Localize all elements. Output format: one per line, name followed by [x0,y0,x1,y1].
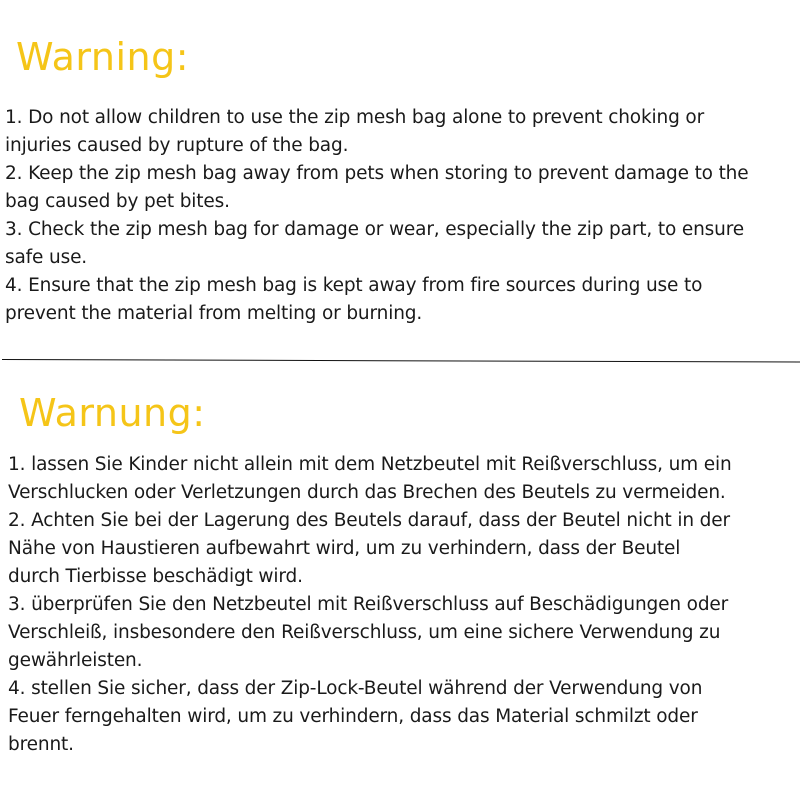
warning-title-english: Warning: [16,35,190,79]
warning-line: brennt. [8,734,74,755]
warning-line: durch Tierbisse beschädigt wird. [8,566,303,587]
warning-line: safe use. [5,247,88,268]
warning-text-german [8,451,798,759]
warning-line: Feuer ferngehalten wird, um zu verhindern, dass das Material schmilzt oder [8,706,698,727]
warning-line: 2. Achten Sie bei der Lagerung des Beutels darauf, dass der Beutel nicht in der [8,510,730,531]
warning-line: Nähe von Haustieren aufbewahrt wird, um zu verhindern, dass der Beutel [8,538,681,559]
warning-line: Verschlucken oder Verletzungen durch das Brechen des Beutels zu vermeiden. [8,482,726,503]
warning-line: bag caused by pet bites. [5,191,230,212]
warning-line: 1. Do not allow children to use the zip mesh bag alone to prevent choking or [5,107,705,128]
section-divider [2,359,800,363]
warning-line: 2. Keep the zip mesh bag away from pets when storing to prevent damage to the [5,163,749,184]
warning-line: gewährleisten. [8,650,143,671]
warning-line: prevent the material from melting or burning. [5,303,423,324]
warning-line: 1. lassen Sie Kinder nicht allein mit dem Netzbeutel mit Reißverschluss, um ein [8,454,732,475]
warning-line: 3. überprüfen Sie den Netzbeutel mit Reißverschluss auf Beschädigungen oder [8,594,729,615]
warning-line: 4. Ensure that the zip mesh bag is kept away from fire sources during use to [5,275,703,296]
warning-title-german: Warnung: [19,391,206,435]
warning-line: injuries caused by rupture of the bag. [5,135,349,156]
warning-text-english [5,104,795,328]
warning-line: 4. stellen Sie sicher, dass der Zip-Lock-Beutel während der Verwendung von [8,678,703,699]
warning-line: Verschleiß, insbesondere den Reißverschluss, um eine sichere Verwendung zu [8,622,721,643]
warning-line: 3. Check the zip mesh bag for damage or wear, especially the zip part, to ensure [5,219,744,240]
